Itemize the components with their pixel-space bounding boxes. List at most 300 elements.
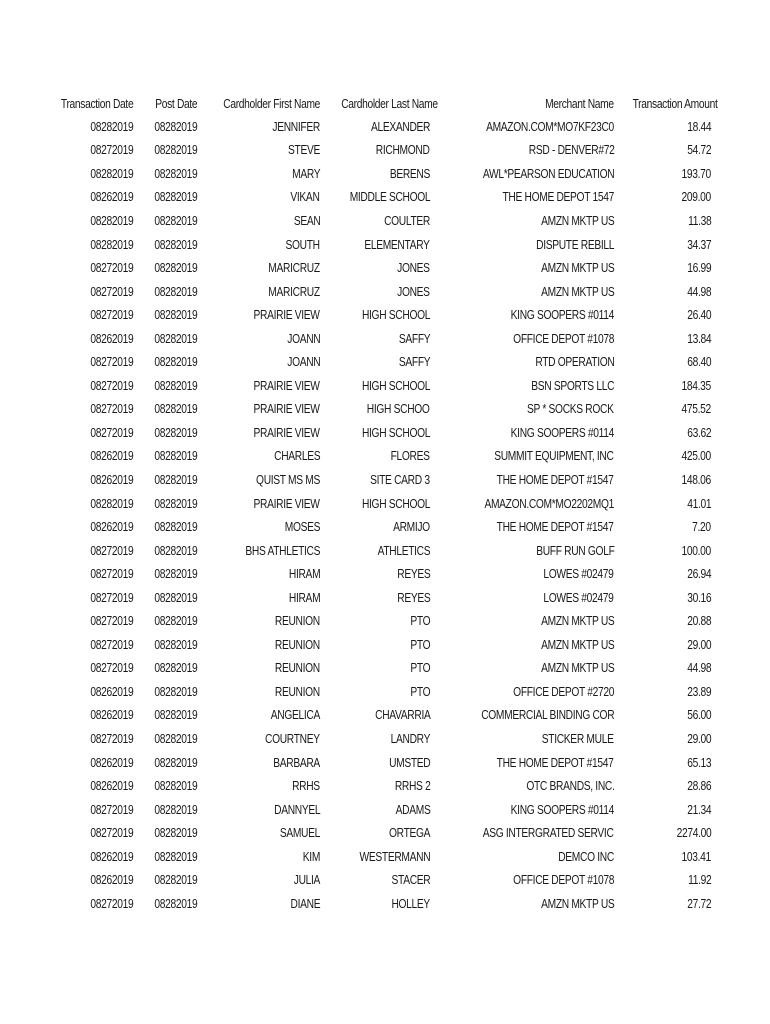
last-name-cell-text: STACER — [391, 873, 430, 888]
last-name-cell — [320, 233, 430, 257]
post-date-cell — [133, 303, 197, 327]
first-name-cell-text: HIRAM — [288, 590, 320, 605]
first-name-cell-text: PRAIRIE VIEW — [253, 308, 320, 323]
amount-cell-text: 56.00 — [686, 708, 711, 723]
last-name-cell — [320, 468, 430, 492]
transaction-date-cell-text: 08262019 — [90, 684, 133, 699]
spacer — [711, 256, 770, 280]
transaction-date-cell-text: 08272019 — [90, 284, 133, 299]
table-row — [0, 821, 770, 845]
amount-cell-text: 29.00 — [686, 637, 711, 652]
spacer — [711, 162, 770, 186]
table-row — [0, 704, 770, 728]
transaction-date-cell-text: 08282019 — [90, 166, 133, 181]
transaction-date-cell — [0, 115, 133, 139]
spacer — [711, 821, 770, 845]
amount-cell — [614, 256, 711, 280]
merchant-name-cell-text: AMZN MKTP US — [540, 261, 614, 276]
first-name-cell — [197, 633, 320, 657]
spacer — [711, 374, 770, 398]
merchant-name-cell-text: COMMERCIAL BINDING COR — [480, 708, 614, 723]
transaction-date-cell — [0, 139, 133, 163]
merchant-name-cell-text: THE HOME DEPOT #1547 — [497, 755, 614, 770]
table-row — [0, 256, 770, 280]
transaction-date-cell-text: 08262019 — [90, 873, 133, 888]
merchant-name-cell — [430, 727, 614, 751]
first-name-cell-text: VIKAN — [290, 190, 320, 205]
post-date-cell-text: 08282019 — [154, 331, 197, 346]
transaction-date-cell — [0, 492, 133, 516]
post-date-cell-text: 08282019 — [154, 496, 197, 511]
spacer — [711, 892, 770, 916]
last-name-cell-text: PTO — [410, 684, 430, 699]
merchant-name-cell — [430, 539, 614, 563]
merchant-name-cell-text: AWL*PEARSON EDUCATION — [482, 166, 614, 181]
first-name-cell — [197, 139, 320, 163]
post-date-cell-text: 08282019 — [154, 708, 197, 723]
post-date-cell-text: 08282019 — [154, 190, 197, 205]
table-row — [0, 798, 770, 822]
amount-cell-text: 425.00 — [681, 449, 711, 464]
first-name-cell — [197, 162, 320, 186]
amount-cell — [614, 633, 711, 657]
transaction-date-cell-text: 08272019 — [90, 308, 133, 323]
first-name-cell — [197, 680, 320, 704]
first-name-cell-text: MOSES — [284, 520, 320, 535]
amount-cell — [614, 562, 711, 586]
post-date-cell — [133, 704, 197, 728]
last-name-cell — [320, 515, 430, 539]
post-date-cell — [133, 468, 197, 492]
post-date-cell — [133, 892, 197, 916]
transaction-date-cell-text: 08272019 — [90, 567, 133, 582]
post-date-cell-text: 08282019 — [154, 779, 197, 794]
first-name-cell — [197, 586, 320, 610]
transaction-date-cell-text: 08262019 — [90, 755, 133, 770]
amount-cell — [614, 892, 711, 916]
merchant-name-cell — [430, 586, 614, 610]
last-name-cell — [320, 845, 430, 869]
column-header-label: Merchant Name — [545, 96, 614, 111]
spacer — [711, 445, 770, 469]
transactions-table — [0, 92, 770, 916]
first-name-cell — [197, 539, 320, 563]
post-date-cell-text: 08282019 — [154, 308, 197, 323]
last-name-cell — [320, 704, 430, 728]
first-name-cell-text: REUNION — [275, 637, 320, 652]
merchant-name-cell-text: AMAZON.COM*MO7KF23C0 — [486, 119, 614, 134]
last-name-cell — [320, 186, 430, 210]
transaction-date-cell-text: 08272019 — [90, 661, 133, 676]
post-date-cell — [133, 115, 197, 139]
first-name-cell — [197, 186, 320, 210]
post-date-cell-text: 08282019 — [154, 425, 197, 440]
amount-cell — [614, 303, 711, 327]
post-date-cell — [133, 374, 197, 398]
table-row — [0, 845, 770, 869]
first-name-cell-text: JOANN — [286, 331, 320, 346]
merchant-name-cell-text: LOWES #02479 — [543, 567, 614, 582]
transaction-date-cell — [0, 680, 133, 704]
transaction-date-cell — [0, 751, 133, 775]
merchant-name-cell-text: OTC BRANDS, INC. — [525, 779, 614, 794]
merchant-name-cell-text: OFFICE DEPOT #2720 — [512, 684, 614, 699]
post-date-cell — [133, 186, 197, 210]
first-name-cell — [197, 327, 320, 351]
transaction-date-cell — [0, 657, 133, 681]
last-name-cell-text: CHAVARRIA — [374, 708, 430, 723]
merchant-name-cell-text: AMZN MKTP US — [540, 213, 614, 228]
last-name-cell — [320, 398, 430, 422]
post-date-cell-text: 08282019 — [154, 661, 197, 676]
amount-cell-text: 193.70 — [681, 166, 711, 181]
post-date-cell — [133, 139, 197, 163]
spacer — [711, 515, 770, 539]
table-row — [0, 162, 770, 186]
first-name-cell-text: COURTNEY — [265, 731, 320, 746]
post-date-cell — [133, 233, 197, 257]
last-name-cell — [320, 869, 430, 893]
amount-cell-text: 11.92 — [687, 873, 711, 888]
post-date-cell — [133, 562, 197, 586]
transaction-date-cell-text: 08282019 — [90, 496, 133, 511]
last-name-cell-text: REYES — [396, 567, 430, 582]
spacer — [711, 139, 770, 163]
last-name-cell-text: HIGH SCHOOL — [361, 308, 430, 323]
transaction-date-cell — [0, 798, 133, 822]
table-row — [0, 562, 770, 586]
amount-cell — [614, 798, 711, 822]
first-name-cell — [197, 398, 320, 422]
amount-cell-text: 26.94 — [686, 567, 711, 582]
amount-cell — [614, 115, 711, 139]
transaction-date-cell-text: 08262019 — [90, 849, 133, 864]
transaction-date-cell-text: 08262019 — [90, 449, 133, 464]
merchant-name-cell-text: AMZN MKTP US — [540, 661, 614, 676]
post-date-cell-text: 08282019 — [154, 166, 197, 181]
amount-cell-text: 44.98 — [686, 661, 711, 676]
transaction-date-cell — [0, 774, 133, 798]
last-name-cell-text: PTO — [410, 661, 430, 676]
transaction-date-cell-text: 08262019 — [90, 190, 133, 205]
merchant-name-cell — [430, 562, 614, 586]
amount-cell-text: 20.88 — [686, 614, 711, 629]
merchant-name-cell-text: KING SOOPERS #0114 — [510, 425, 614, 440]
first-name-cell-text: BHS ATHLETICS — [245, 543, 320, 558]
table-row — [0, 586, 770, 610]
column-header-label: Cardholder Last Name — [341, 96, 438, 111]
table-row — [0, 445, 770, 469]
last-name-cell-text: ALEXANDER — [370, 119, 430, 134]
spacer — [711, 468, 770, 492]
merchant-name-cell — [430, 445, 614, 469]
amount-cell-text: 100.00 — [681, 543, 711, 558]
transaction-date-cell-text: 08272019 — [90, 425, 133, 440]
last-name-cell — [320, 280, 430, 304]
transaction-date-cell — [0, 280, 133, 304]
merchant-name-cell — [430, 680, 614, 704]
merchant-name-cell — [430, 468, 614, 492]
column-header — [0, 92, 133, 115]
last-name-cell — [320, 539, 430, 563]
post-date-cell — [133, 680, 197, 704]
amount-cell-text: 30.16 — [686, 590, 711, 605]
transaction-date-cell-text: 08272019 — [90, 378, 133, 393]
amount-cell — [614, 139, 711, 163]
spacer — [711, 586, 770, 610]
amount-cell — [614, 680, 711, 704]
merchant-name-cell-text: AMZN MKTP US — [540, 637, 614, 652]
last-name-cell — [320, 657, 430, 681]
first-name-cell-text: BARBARA — [273, 755, 320, 770]
first-name-cell — [197, 445, 320, 469]
transaction-date-cell — [0, 256, 133, 280]
post-date-cell — [133, 774, 197, 798]
amount-cell — [614, 727, 711, 751]
first-name-cell-text: ANGELICA — [270, 708, 320, 723]
merchant-name-cell — [430, 233, 614, 257]
amount-cell — [614, 539, 711, 563]
first-name-cell-text: PRAIRIE VIEW — [253, 378, 320, 393]
transaction-date-cell — [0, 209, 133, 233]
amount-cell — [614, 586, 711, 610]
spacer — [711, 327, 770, 351]
merchant-name-cell-text: RSD - DENVER#72 — [528, 143, 614, 158]
last-name-cell — [320, 492, 430, 516]
first-name-cell — [197, 657, 320, 681]
first-name-cell — [197, 845, 320, 869]
transaction-date-cell — [0, 186, 133, 210]
first-name-cell — [197, 492, 320, 516]
merchant-name-cell-text: THE HOME DEPOT #1547 — [497, 472, 614, 487]
spacer — [711, 869, 770, 893]
amount-cell-text: 34.37 — [686, 237, 711, 252]
first-name-cell — [197, 869, 320, 893]
post-date-cell-text: 08282019 — [154, 802, 197, 817]
spacer — [711, 633, 770, 657]
first-name-cell-text: STEVE — [288, 143, 320, 158]
column-header-label: Cardholder First Name — [223, 96, 320, 111]
transaction-date-cell-text: 08272019 — [90, 731, 133, 746]
last-name-cell — [320, 209, 430, 233]
post-date-cell — [133, 350, 197, 374]
last-name-cell-text: SAFFY — [398, 355, 430, 370]
column-header — [320, 92, 438, 115]
amount-cell — [614, 774, 711, 798]
last-name-cell-text: LANDRY — [390, 731, 430, 746]
amount-cell-text: 23.89 — [686, 684, 711, 699]
last-name-cell-text: HIGH SCHOOL — [361, 425, 430, 440]
merchant-name-cell — [430, 327, 614, 351]
table-row — [0, 280, 770, 304]
first-name-cell-text: REUNION — [275, 614, 320, 629]
first-name-cell-text: SOUTH — [285, 237, 320, 252]
merchant-name-cell-text: RTD OPERATION — [534, 355, 614, 370]
spacer — [711, 609, 770, 633]
first-name-cell-text: MARY — [291, 166, 320, 181]
post-date-cell-text: 08282019 — [154, 567, 197, 582]
amount-cell-text: 148.06 — [681, 472, 711, 487]
spacer — [711, 492, 770, 516]
merchant-name-cell-text: THE HOME DEPOT #1547 — [497, 520, 614, 535]
post-date-cell-text: 08282019 — [154, 402, 197, 417]
last-name-cell-text: ADAMS — [395, 802, 430, 817]
transaction-date-cell-text: 08272019 — [90, 143, 133, 158]
first-name-cell — [197, 280, 320, 304]
last-name-cell — [320, 162, 430, 186]
last-name-cell — [320, 751, 430, 775]
post-date-cell-text: 08282019 — [154, 896, 197, 911]
amount-cell-text: 18.44 — [686, 119, 711, 134]
amount-cell — [614, 445, 711, 469]
amount-cell — [614, 704, 711, 728]
amount-cell — [614, 280, 711, 304]
post-date-cell — [133, 727, 197, 751]
transaction-date-cell — [0, 233, 133, 257]
post-date-cell-text: 08282019 — [154, 614, 197, 629]
transaction-date-cell — [0, 845, 133, 869]
post-date-cell-text: 08282019 — [154, 284, 197, 299]
post-date-cell-text: 08282019 — [154, 213, 197, 228]
amount-cell — [614, 821, 711, 845]
last-name-cell — [320, 256, 430, 280]
last-name-cell-text: MIDDLE SCHOOL — [349, 190, 430, 205]
transaction-date-cell — [0, 398, 133, 422]
amount-cell — [614, 186, 711, 210]
transaction-date-cell — [0, 374, 133, 398]
last-name-cell — [320, 892, 430, 916]
first-name-cell — [197, 374, 320, 398]
table-row — [0, 374, 770, 398]
transaction-report — [0, 92, 770, 916]
table-row — [0, 421, 770, 445]
post-date-cell — [133, 798, 197, 822]
spacer — [711, 798, 770, 822]
post-date-cell-text: 08282019 — [154, 849, 197, 864]
post-date-cell-text: 08282019 — [154, 755, 197, 770]
merchant-name-cell-text: SP * SOCKS ROCK — [527, 402, 614, 417]
first-name-cell — [197, 468, 320, 492]
merchant-name-cell — [430, 256, 614, 280]
transaction-date-cell — [0, 162, 133, 186]
table-body — [0, 115, 770, 916]
amount-cell — [614, 751, 711, 775]
amount-cell-text: 26.40 — [686, 308, 711, 323]
column-header — [133, 92, 197, 115]
merchant-name-cell-text: SUMMIT EQUIPMENT, INC — [494, 449, 614, 464]
first-name-cell — [197, 562, 320, 586]
last-name-cell-text: WESTERMANN — [359, 849, 430, 864]
table-row — [0, 303, 770, 327]
last-name-cell-text: REYES — [396, 590, 430, 605]
amount-cell-text: 44.98 — [686, 284, 711, 299]
post-date-cell — [133, 398, 197, 422]
post-date-cell — [133, 751, 197, 775]
spacer — [711, 704, 770, 728]
first-name-cell-text: DANNYEL — [273, 802, 320, 817]
first-name-cell — [197, 233, 320, 257]
table-row — [0, 139, 770, 163]
amount-cell-text: 54.72 — [686, 143, 711, 158]
transaction-date-cell — [0, 303, 133, 327]
transaction-date-cell — [0, 562, 133, 586]
last-name-cell — [320, 798, 430, 822]
amount-cell-text: 475.52 — [681, 402, 711, 417]
post-date-cell — [133, 845, 197, 869]
first-name-cell-text: KIM — [302, 849, 320, 864]
merchant-name-cell-text: AMZN MKTP US — [540, 614, 614, 629]
transaction-date-cell — [0, 327, 133, 351]
merchant-name-cell — [430, 374, 614, 398]
last-name-cell-text: HOLLEY — [391, 896, 430, 911]
post-date-cell — [133, 492, 197, 516]
spacer — [711, 727, 770, 751]
amount-cell-text: 28.86 — [686, 779, 711, 794]
last-name-cell — [320, 303, 430, 327]
first-name-cell — [197, 609, 320, 633]
post-date-cell-text: 08282019 — [154, 237, 197, 252]
last-name-cell — [320, 374, 430, 398]
merchant-name-cell — [430, 186, 614, 210]
spacer — [711, 680, 770, 704]
spacer — [711, 303, 770, 327]
merchant-name-cell-text: BSN SPORTS LLC — [531, 378, 614, 393]
merchant-name-cell — [430, 139, 614, 163]
last-name-cell-text: PTO — [410, 614, 430, 629]
table-row — [0, 209, 770, 233]
first-name-cell-text: MARICRUZ — [268, 261, 320, 276]
first-name-cell-text: SEAN — [293, 213, 320, 228]
table-row — [0, 774, 770, 798]
merchant-name-cell — [430, 303, 614, 327]
transaction-date-cell-text: 08272019 — [90, 896, 133, 911]
post-date-cell — [133, 421, 197, 445]
amount-cell-text: 184.35 — [681, 378, 711, 393]
merchant-name-cell — [430, 892, 614, 916]
amount-cell — [614, 421, 711, 445]
spacer — [711, 186, 770, 210]
amount-cell-text: 68.40 — [686, 355, 711, 370]
merchant-name-cell — [430, 398, 614, 422]
first-name-cell-text: HIRAM — [288, 567, 320, 582]
amount-cell — [614, 233, 711, 257]
merchant-name-cell — [430, 633, 614, 657]
merchant-name-cell-text: THE HOME DEPOT 1547 — [502, 190, 614, 205]
post-date-cell — [133, 539, 197, 563]
first-name-cell-text: JENNIFER — [272, 119, 320, 134]
last-name-cell-text: ARMIJO — [393, 520, 430, 535]
post-date-cell — [133, 445, 197, 469]
first-name-cell-text: SAMUEL — [279, 826, 320, 841]
transaction-date-cell-text: 08272019 — [90, 614, 133, 629]
post-date-cell — [133, 586, 197, 610]
spacer — [711, 657, 770, 681]
table-row — [0, 350, 770, 374]
transaction-date-cell — [0, 892, 133, 916]
column-header-label: Transaction Amount — [632, 96, 718, 111]
spacer — [711, 115, 770, 139]
merchant-name-cell — [430, 421, 614, 445]
post-date-cell-text: 08282019 — [154, 143, 197, 158]
last-name-cell — [320, 562, 430, 586]
transaction-date-cell — [0, 609, 133, 633]
table-row — [0, 680, 770, 704]
transaction-date-cell-text: 08272019 — [90, 637, 133, 652]
post-date-cell — [133, 633, 197, 657]
merchant-name-cell — [430, 657, 614, 681]
last-name-cell-text: PTO — [410, 637, 430, 652]
table-row — [0, 539, 770, 563]
